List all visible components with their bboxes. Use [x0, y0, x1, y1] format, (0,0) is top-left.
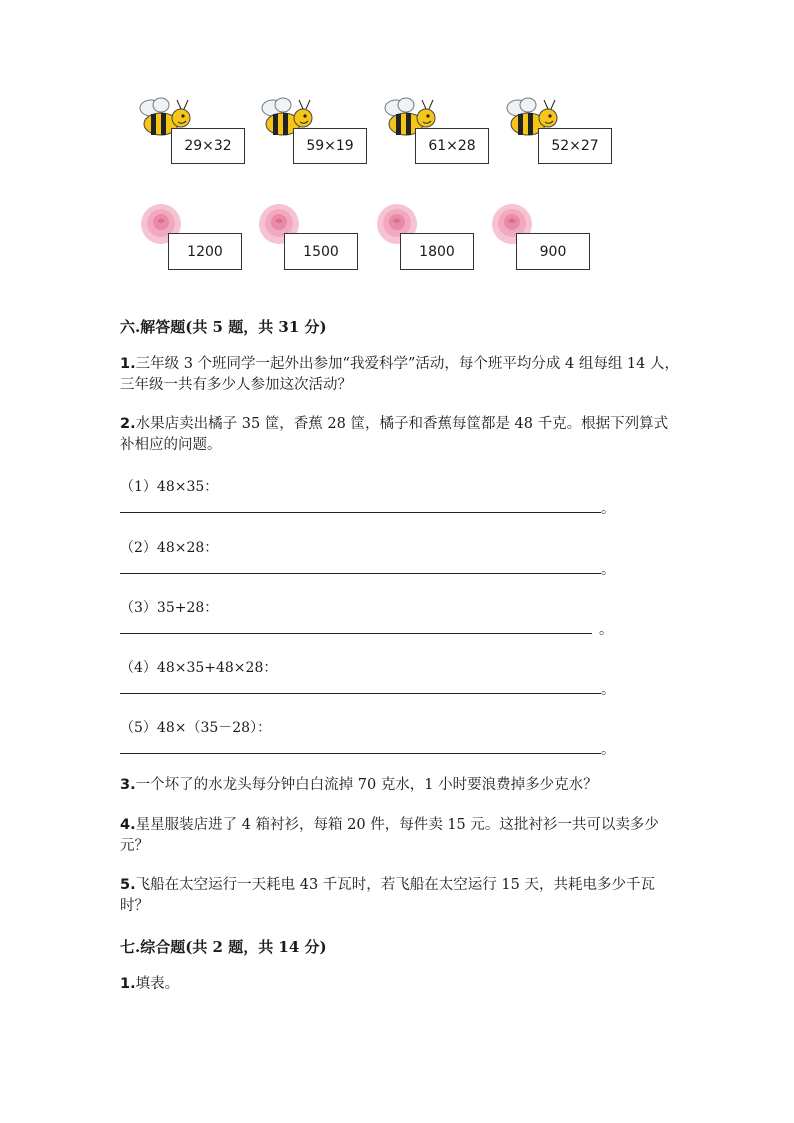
- question-6-4: [120, 815, 680, 857]
- answer-line[interactable]: [120, 573, 601, 574]
- section-7-title: 七.综合题(共 2 题，共 14 分): [120, 938, 327, 956]
- question-6-3: [120, 775, 680, 796]
- question-number: 5.: [120, 877, 136, 893]
- question-6-5: [120, 875, 680, 917]
- question-6-2: [120, 414, 680, 456]
- period: 。: [599, 622, 613, 638]
- expression-box: 52×27: [538, 128, 612, 164]
- question-number: 4.: [120, 817, 136, 833]
- answer-line[interactable]: [120, 633, 592, 634]
- expression-box: 59×19: [293, 128, 367, 164]
- period: 。: [601, 562, 615, 578]
- sub-question-1: （1）48×35：: [120, 479, 219, 495]
- question-text: 星星服装店进了 4 箱衬衫，每箱 20 件，每件卖 15 元。这批衬衫一共可以卖多少元？: [120, 817, 659, 854]
- question-text: 三年级 3 个班同学一起外出参加“我爱科学”活动，每个班平均分成 4 组每组 14 人，三年级一共有多少人参加这次活动？: [120, 356, 679, 393]
- answer-line[interactable]: [120, 512, 601, 513]
- question-text: 水果店卖出橘子 35 筐，香蕉 28 筐，橘子和香蕉每筐都是 48 千克。根据下列算式补相应的问题。: [120, 416, 669, 453]
- question-number: 1.: [120, 976, 136, 992]
- answer-box: 1500: [284, 233, 358, 270]
- question-7-1: [120, 974, 680, 995]
- answer-box: 1800: [400, 233, 474, 270]
- question-6-1: [120, 354, 680, 396]
- sub-question-5: （5）48×（35－28）：: [120, 720, 272, 736]
- question-number: 3.: [120, 777, 136, 793]
- sub-question-2: （2）48×28：: [120, 540, 219, 556]
- sub-question-3: （3）35+28：: [120, 600, 219, 616]
- answer-line[interactable]: [120, 753, 601, 754]
- period: 。: [601, 742, 615, 758]
- question-text: 飞船在太空运行一天耗电 43 千瓦时，若飞船在太空运行 15 天，共耗电多少千瓦时？: [120, 877, 655, 914]
- expression-box: 29×32: [171, 128, 245, 164]
- answer-line[interactable]: [120, 693, 601, 694]
- section-6-title: 六.解答题(共 5 题，共 31 分): [120, 318, 327, 336]
- answer-box: 1200: [168, 233, 242, 270]
- period: 。: [601, 501, 615, 517]
- question-text: 填表。: [135, 976, 180, 992]
- question-number: 1.: [120, 356, 136, 372]
- period: 。: [601, 682, 615, 698]
- sub-question-4: （4）48×35+48×28：: [120, 660, 278, 676]
- answer-box: 900: [516, 233, 590, 270]
- question-number: 2.: [120, 416, 136, 432]
- question-text: 一个坏了的水龙头每分钟白白流掉 70 克水，1 小时要浪费掉多少克水？: [135, 777, 598, 793]
- expression-box: 61×28: [415, 128, 489, 164]
